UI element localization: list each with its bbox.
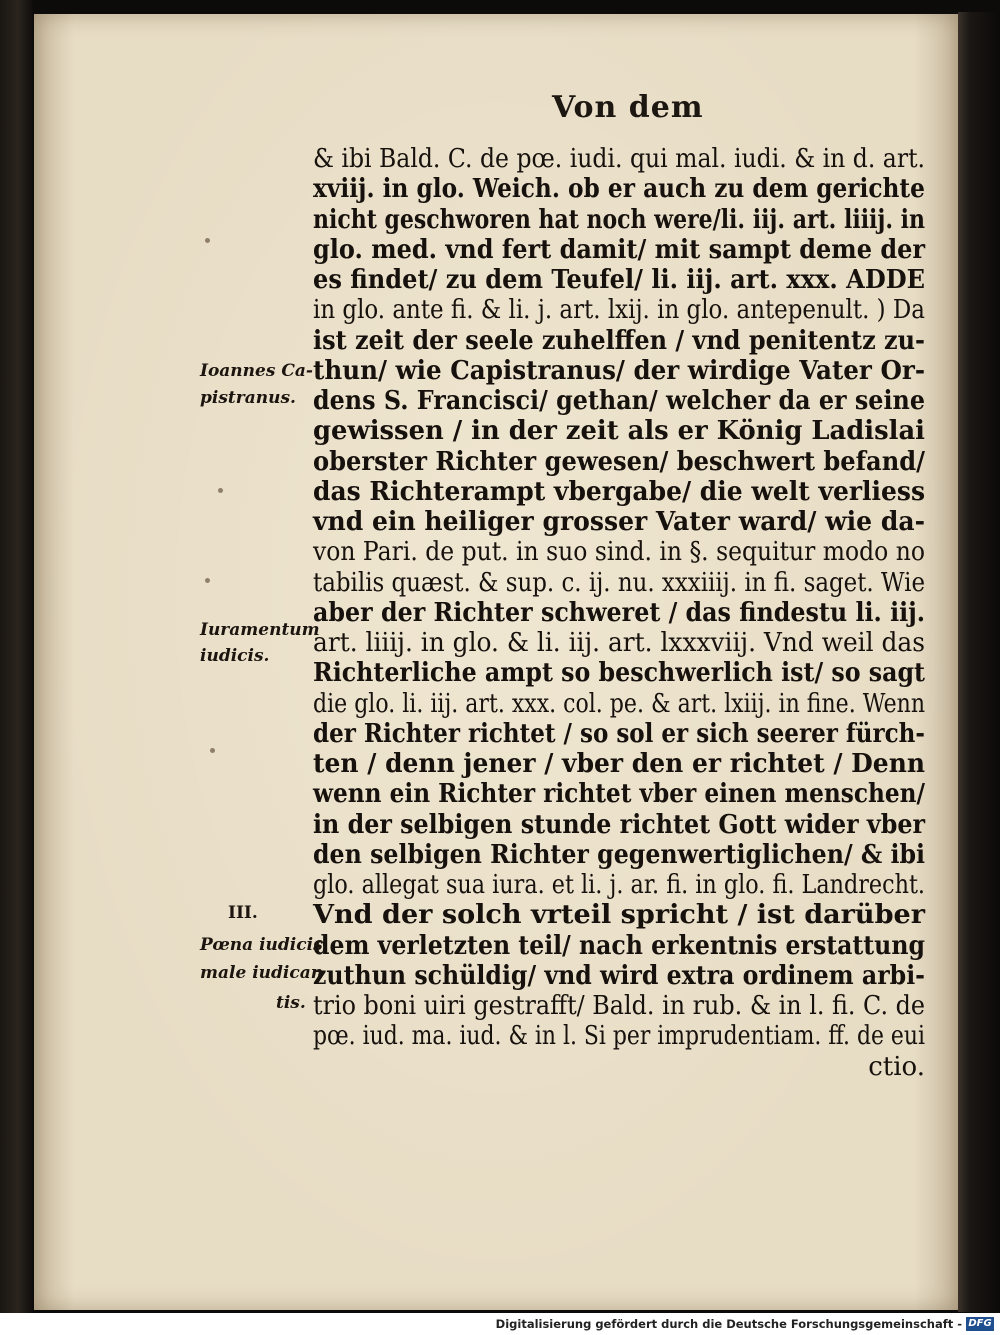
text-line: ten / denn jener / vber den er richtet / Denn: [313, 749, 926, 779]
text-line: in glo. ante fi. & li. j. art. lxij. in glo. antepenult. ) Da: [313, 295, 925, 325]
ink-speck: [210, 748, 215, 753]
text-line: oberster Richter gewesen/ beschwert befand/: [313, 447, 925, 477]
text-line: den selbigen Richter gegenwertiglichen/ & ibi: [313, 840, 926, 870]
text-line: zuthun schüldig/ vnd wird extra ordinem arbi-: [313, 961, 925, 991]
text-line: glo. allegat sua iura. et li. j. ar. fi. in glo. fi. Landrecht.: [313, 870, 926, 900]
text-line: xviij. in glo. Weich. ob er auch zu dem gerichte: [313, 174, 925, 204]
text-line: dem verletzten teil/ nach erkentnis erstattung: [313, 931, 925, 961]
text-line: ctio.: [868, 1052, 925, 1082]
marginal-note: Iuramentum: [200, 620, 320, 640]
marginal-note: tis.: [276, 993, 306, 1013]
running-head: Von dem: [552, 90, 704, 125]
funding-notice: Digitalisierung gefördert durch die Deutsche Forschungsgemeinschaft -: [495, 1317, 962, 1331]
text-line: glo. med. vnd fert damit/ mit sampt deme der: [313, 235, 926, 265]
text-line: trio boni uiri gestrafft/ Bald. in rub. & in l. fi. C. de: [313, 991, 926, 1021]
text-line: Richterliche ampt so beschwerlich ist/ so sagt: [313, 658, 926, 688]
footer-bar: [0, 1313, 1000, 1335]
text-line: von Pari. de put. in suo sind. in §. sequitur modo no: [313, 537, 925, 567]
text-line: es findet/ zu dem Teufel/ li. iij. art. xxx. ADDE: [313, 265, 926, 295]
text-line: wenn ein Richter richtet vber einen menschen/: [313, 779, 926, 809]
ink-speck: [205, 578, 210, 583]
text-line: aber der Richter schweret / das findestu li. iij.: [313, 598, 926, 628]
text-line: das Richterampt vbergabe/ die welt verliess: [313, 477, 926, 507]
text-line: dens S. Francisci/ gethan/ welcher da er seine: [313, 386, 925, 416]
marginal-note: III.: [228, 903, 258, 923]
text-line: die glo. li. iij. art. xxx. col. pe. & art. lxiij. in fine. Wenn: [313, 689, 926, 719]
ink-speck: [218, 488, 223, 493]
text-line: nicht geschworen hat noch were/li. iij. art. liiij. in: [313, 205, 926, 235]
text-line: gewissen / in der zeit als er König Ladislai: [313, 416, 925, 446]
facing-page-edge: [958, 12, 1000, 1312]
marginal-note: pistranus.: [200, 388, 296, 408]
text-line: tabilis quæst. & sup. c. ij. nu. xxxiiij. in fi. saget. Wie: [313, 568, 926, 598]
ink-speck: [205, 238, 210, 243]
text-line: Vnd der solch vrteil spricht / ist darüber: [313, 900, 926, 930]
dfg-logo-icon: DFG: [966, 1317, 994, 1331]
text-line: der Richter richtet / so sol er sich seerer fürch-: [313, 719, 925, 749]
marginal-note: iudicis.: [200, 646, 270, 666]
text-line: & ibi Bald. C. de pœ. iudi. qui mal. iudi. & in d. art.: [313, 144, 926, 174]
text-line: pœ. iud. ma. iud. & in l. Si per imprudentiam. ff. de eui: [313, 1021, 925, 1051]
text-line: in der selbigen stunde richtet Gott wider vber: [313, 810, 925, 840]
marginal-note: Ioannes Ca-: [200, 361, 313, 381]
text-line: ist zeit der seele zuhelffen / vnd penitentz zu-: [313, 326, 926, 356]
text-line: thun/ wie Capistranus/ der wirdige Vater Or-: [313, 356, 926, 386]
text-line: art. liiij. in glo. & li. iij. art. lxxxviij. Vnd weil das: [313, 628, 925, 658]
marginal-note: male iudican: [200, 963, 324, 983]
text-line: vnd ein heiliger grosser Vater ward/ wie da-: [313, 507, 925, 537]
marginal-note: Pœna iudicis: [200, 935, 323, 955]
